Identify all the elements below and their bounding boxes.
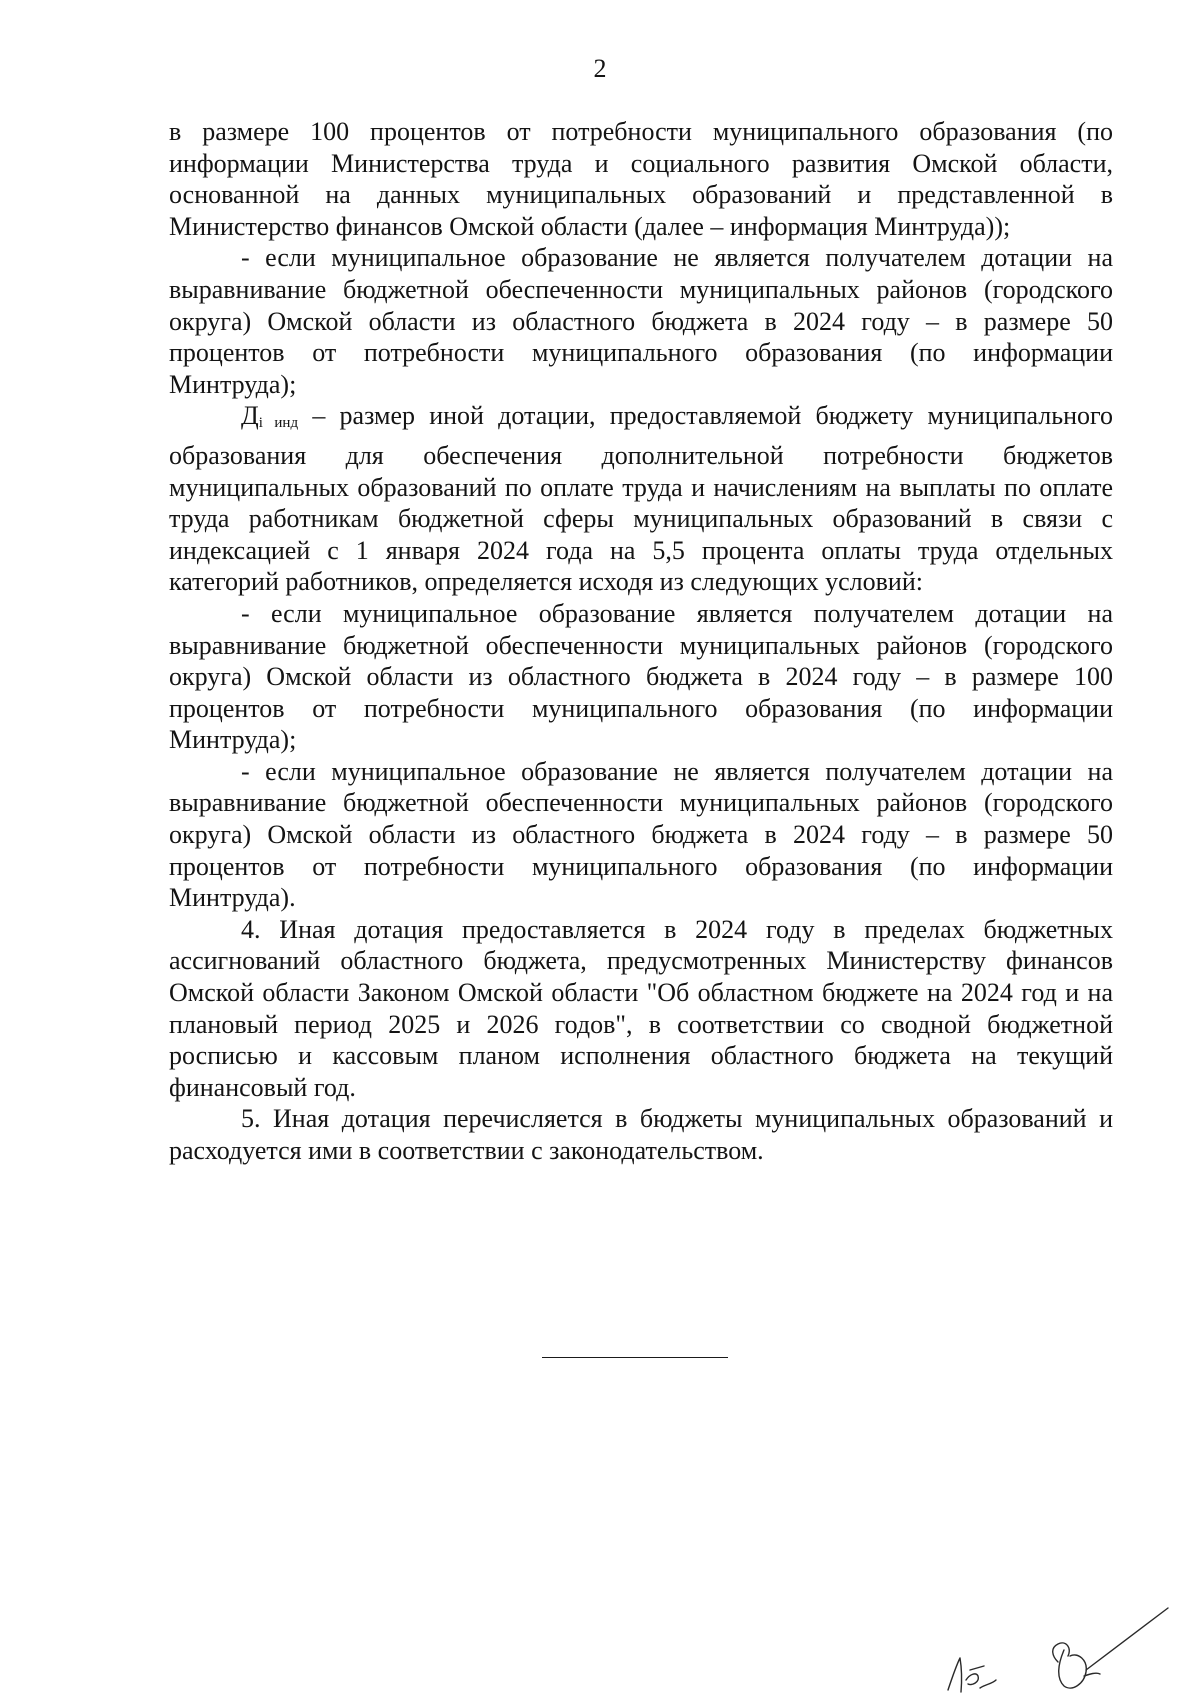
paragraph-6-clause-4: 4. Иная дотация предоставляется в 2024 году в пределах бюджетных ассигнований областного бюджета, предусмотренных Министерству финансов Омской области Законом Омской области "Об областном бюджете на 2024 год и на плановый период 2025 и 2026 годов", в соответствии со сводной бюджетной росписью и кассовым планом исполнения областного бюджета на текущий финансовый год. — [169, 914, 1113, 1102]
page-number: 2 — [593, 54, 607, 83]
formula-variable — [241, 401, 298, 430]
paragraph-4: - если муниципальное образование является получателем дотации на выравнивание бюджетной обеспеченности муниципальных районов (городского округа) Омской области из областного бюджета в 2024 году – в размере 100 процентов от потребности муниципального образования (по информации Минтруда); — [169, 598, 1113, 755]
formula-symbol: Д — [241, 401, 259, 431]
initials-signatures — [940, 1600, 1170, 1696]
paragraph-1: в размере 100 процентов от потребности муниципального образования (по информации Министерства труда и социального развития Омской области, основанной на данных муниципальных образований и представленной в Министерство финансов Омской области (далее – информация Минтруда)); — [169, 117, 1113, 241]
paragraph-5: - если муниципальное образование не является получателем дотации на выравнивание бюджетной обеспеченности муниципальных районов (городского округа) Омской области из областного бюджета в 2024 году – в размере 50 процентов от потребности муниципального образования (по информации Минтруда). — [169, 756, 1113, 913]
signature-icon — [940, 1600, 1170, 1696]
document-body — [169, 116, 1113, 1167]
end-separator-line — [542, 1357, 728, 1358]
formula-definition-text: – размер иной дотации, предоставляемой бюджету муниципального образования для обеспечения дополнительной потребности бюджетов муниципальных образований по оплате труда и начислениям на выплаты по оплате труда работникам бюджетной сферы муниципальных образований в связи с индексацией с 1 января 2024 года на 5,5 процента оплаты труда отдельных категорий работников, определяется исходя из следующих условий: — [169, 401, 1114, 597]
paragraph-3-formula-definition — [169, 400, 1113, 598]
paragraph-7-clause-5: 5. Иная дотация перечисляется в бюджеты муниципальных образований и расходуется ими в соответствии с законодательством. — [169, 1104, 1113, 1165]
formula-subscript: i инд — [258, 415, 299, 432]
paragraph-2: - если муниципальное образование не является получателем дотации на выравнивание бюджетной обеспеченности муниципальных районов (городского округа) Омской области из областного бюджета в 2024 году – в размере 50 процентов от потребности муниципального образования (по информации Минтруда); — [169, 243, 1113, 399]
